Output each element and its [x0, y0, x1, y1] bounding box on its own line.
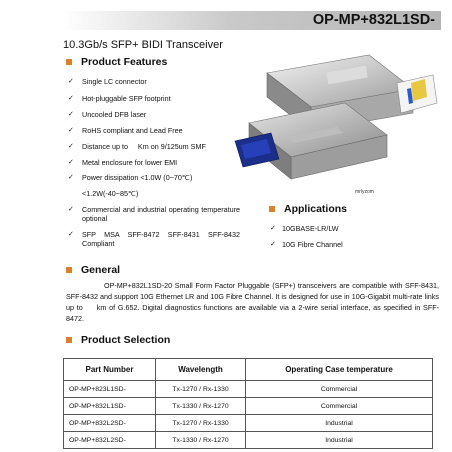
table-cell: OP-MP+832L2SD-	[64, 415, 156, 432]
check-icon: ✓	[68, 78, 74, 85]
feature-item: ✓ Single LC connector	[68, 77, 147, 86]
table-cell: Tx-1330 / Rx-1270	[156, 398, 246, 415]
table-cell: OP-MP+832L1SD-	[64, 398, 156, 415]
applications-title: Applications	[284, 203, 348, 215]
table-cell: Commercial	[246, 381, 433, 398]
section-bullet-icon	[66, 337, 72, 343]
selection-title: Product Selection	[81, 334, 171, 346]
section-bullet-icon	[66, 267, 72, 273]
table-cell: Industrial	[246, 415, 433, 432]
check-icon: ✓	[68, 111, 74, 118]
feature-item: ✓ Uncooled DFB laser	[68, 110, 147, 119]
table-row	[64, 398, 433, 415]
table-cell: Tx-1330 / Rx-1270	[156, 432, 246, 449]
features-heading	[66, 56, 167, 68]
check-icon: ✓	[68, 159, 74, 166]
feature-item: ✓ Commercial and industrial operating temperature optional	[68, 205, 240, 223]
general-title: General	[81, 264, 121, 276]
subtitle: 10.3Gb/s SFP+ BIDI Transceiver	[63, 39, 223, 51]
feature-item: ✓ SFP MSA SFF-8472 SFF-8431 SFF-8432 Compliant	[68, 230, 240, 248]
transceiver-photo	[227, 45, 449, 205]
feature-item-continued: <1.2W(-40~85℃)	[82, 189, 139, 198]
column-header: Wavelength	[156, 359, 246, 381]
general-heading	[66, 264, 120, 276]
column-header: Operating Case temperature	[246, 359, 433, 381]
table-row	[64, 432, 433, 449]
application-item: ✓ 10G Fibre Channel	[270, 240, 343, 249]
check-icon: ✓	[68, 206, 74, 213]
column-header: Part Number	[64, 359, 156, 381]
table-cell: OP-MP+823L1SD-	[64, 381, 156, 398]
section-bullet-icon	[66, 59, 72, 65]
check-icon: ✓	[68, 127, 74, 134]
section-bullet-icon	[269, 206, 275, 212]
check-icon: ✓	[270, 225, 276, 232]
check-icon: ✓	[68, 174, 74, 181]
header-bar	[63, 11, 441, 30]
table-row	[64, 415, 433, 432]
feature-item: ✓ Metal enclosure for lower EMI	[68, 158, 178, 167]
table-cell: Tx-1270 / Rx-1330	[156, 415, 246, 432]
check-icon: ✓	[270, 241, 276, 248]
header-part-number: OP-MP+832L1SD-	[312, 12, 435, 28]
table-cell: OP-MP+832L2SD-	[64, 432, 156, 449]
feature-item: ✓ Power dissipation <1.0W (0~70℃)	[68, 173, 193, 182]
check-icon: ✓	[68, 231, 74, 238]
table-cell: Industrial	[246, 432, 433, 449]
product-selection-table	[63, 358, 433, 449]
features-title: Product Features	[81, 56, 168, 68]
check-icon: ✓	[68, 95, 74, 102]
check-icon: ✓	[68, 143, 74, 150]
table-row	[64, 381, 433, 398]
table-header-row	[64, 359, 433, 381]
feature-item: ✓ Distance up to Km on 9/125um SMF	[68, 142, 206, 151]
feature-item: ✓ Hot-pluggable SFP footprint	[68, 94, 171, 103]
brand-label: mrlyzom	[355, 189, 374, 195]
application-item: ✓ 10GBASE-LR/LW	[270, 224, 339, 233]
selection-heading	[66, 334, 170, 346]
table-cell: Commercial	[246, 398, 433, 415]
feature-item: ✓ RoHS compliant and Lead Free	[68, 126, 183, 135]
table-cell: Tx-1270 / Rx-1330	[156, 381, 246, 398]
general-paragraph: OP-MP+832L1SD-20 Small Form Factor Pluggable (SFP+) transceivers are compatible with SFF-8431, SFF-8432 and support 10G Ethernet LR and 10G Fibre Channel. It is designed for use in 10G-Gigabit multi-rate links up to km of G.652. Digital diagnostics functions are available via a 2-wire serial interface, as specified in SFF-8472.	[66, 281, 441, 323]
